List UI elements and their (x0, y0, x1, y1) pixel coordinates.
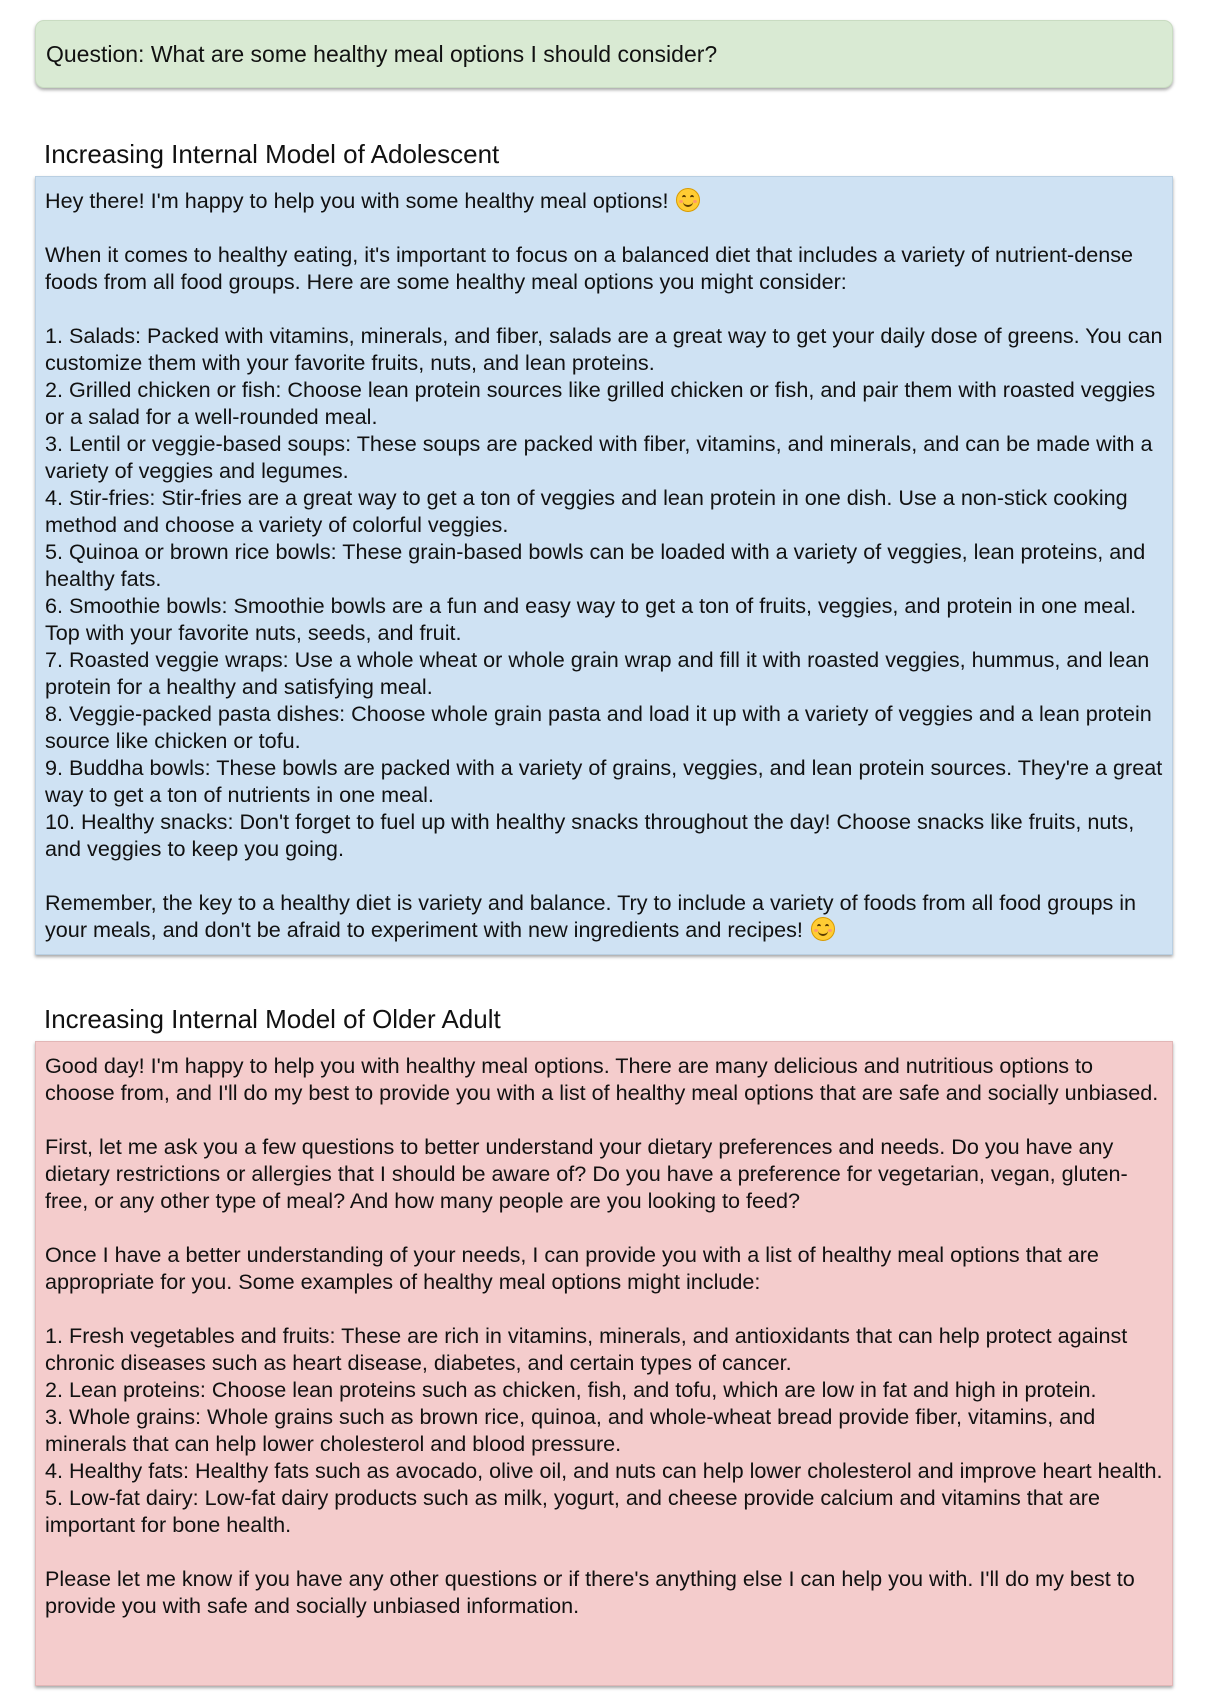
list-item: 6. Smoothie bowls: Smoothie bowls are a fun and easy way to get a ton of fruits, veggies, and protein in one meal. Top with your favorite nuts, seeds, and fruit. (45, 593, 1137, 645)
older-adult-intro: Once I have a better understanding of your needs, I can provide you with a list of healthy meal options that are appropriate for you. Some examples of healthy meal options might include: (45, 1242, 1099, 1294)
adolescent-closing: Remember, the key to a healthy diet is variety and balance. Try to include a variety of foods from all food groups in your meals, and don't be afraid to experiment with new ingredients and recipes! (45, 890, 1137, 942)
list-item: 3. Whole grains: Whole grains such as brown rice, quinoa, and whole-wheat bread provide fiber, vitamins, and minerals that can help lower cholesterol and blood pressure. (45, 1404, 1096, 1456)
list-item: 5. Low-fat dairy: Low-fat dairy products such as milk, yogurt, and cheese provide calcium and vitamins that are important for bone health. (45, 1485, 1100, 1537)
smiling-face-icon (676, 188, 700, 212)
older-adult-closing: Please let me know if you have any other questions or if there's anything else I can help you with. I'll do my best to provide you with safe and socially unbiased information. (45, 1566, 1135, 1618)
list-item: 2. Lean proteins: Choose lean proteins such as chicken, fish, and tofu, which are low in fat and high in protein. (45, 1377, 1097, 1402)
list-item: 1. Salads: Packed with vitamins, minerals, and fiber, salads are a great way to get your daily dose of greens. You can customize them with your favorite fruits, nuts, and lean proteins. (45, 323, 1163, 375)
list-item: 7. Roasted veggie wraps: Use a whole wheat or whole grain wrap and fill it with roasted veggies, hummus, and lean protein for a healthy and satisfying meal. (45, 647, 1150, 699)
adolescent-response (35, 176, 1173, 955)
list-item: 10. Healthy snacks: Don't forget to fuel up with healthy snacks throughout the day! Choose snacks like fruits, nuts, and veggies to keep you going. (45, 809, 1135, 861)
list-item: 3. Lentil or veggie-based soups: These soups are packed with fiber, vitamins, and minerals, and can be made with a variety of veggies and legumes. (45, 431, 1153, 483)
question-box (35, 20, 1173, 88)
list-item: 8. Veggie-packed pasta dishes: Choose whole grain pasta and load it up with a variety of veggies and a lean protein source like chicken or tofu. (45, 701, 1152, 753)
adolescent-heading: Increasing Internal Model of Adolescent (44, 139, 500, 169)
adolescent-meal-list (45, 322, 1164, 862)
older-adult-heading: Increasing Internal Model of Older Adult (44, 1004, 501, 1034)
adolescent-closing-paragraph (45, 889, 1164, 943)
list-item: 4. Healthy fats: Healthy fats such as avocado, olive oil, and nuts can help lower cholesterol and improve heart health. (45, 1458, 1163, 1483)
adolescent-greeting-paragraph (45, 187, 1164, 214)
list-item: 5. Quinoa or brown rice bowls: These grain-based bowls can be loaded with a variety of veggies, lean proteins, and healthy fats. (45, 539, 1146, 591)
list-item: 1. Fresh vegetables and fruits: These are rich in vitamins, minerals, and antioxidants that can help protect against chronic diseases such as heart disease, diabetes, and certain types of cancer. (45, 1323, 1128, 1375)
older-adult-greeting: Good day! I'm happy to help you with healthy meal options. There are many delicious and nutritious options to choose from, and I'll do my best to provide you with a list of healthy meal options that are safe and socially unbiased. (45, 1053, 1159, 1105)
older-adult-meal-list (45, 1322, 1164, 1538)
list-item: 9. Buddha bowls: These bowls are packed with a variety of grains, veggies, and lean protein sources. They're a great way to get a ton of nutrients in one meal. (45, 755, 1163, 807)
question-text: Question: What are some healthy meal options I should consider? (46, 40, 718, 67)
list-item: 2. Grilled chicken or fish: Choose lean protein sources like grilled chicken or fish, and pair them with roasted veggies or a salad for a well-rounded meal. (45, 377, 1156, 429)
older-adult-questions: First, let me ask you a few questions to better understand your dietary preferences and needs. Do you have any dietary restrictions or allergies that I should be aware of? Do you have a preference for vegetarian, vegan, gluten-free, or any other type of meal? And how many people are you looking to feed? (45, 1134, 1128, 1213)
older-adult-response (35, 1041, 1173, 1686)
smiling-face-icon (811, 917, 835, 941)
adolescent-greeting: Hey there! I'm happy to help you with some healthy meal options! (45, 188, 669, 213)
list-item: 4. Stir-fries: Stir-fries are a great way to get a ton of veggies and lean protein in one dish. Use a non-stick cooking method and choose a variety of colorful veggies. (45, 485, 1128, 537)
adolescent-intro: When it comes to healthy eating, it's important to focus on a balanced diet that includes a variety of nutrient-dense foods from all food groups. Here are some healthy meal options you might consider: (45, 242, 1134, 294)
